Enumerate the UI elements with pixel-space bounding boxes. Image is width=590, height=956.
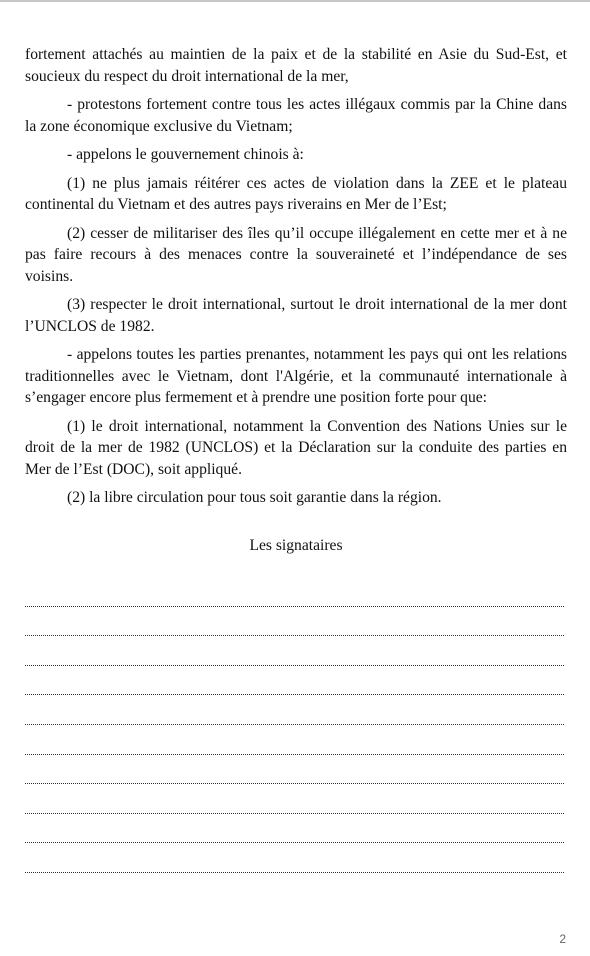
signature-line xyxy=(25,677,567,707)
document-page xyxy=(25,44,567,884)
signature-line xyxy=(25,766,567,796)
signature-line xyxy=(25,795,567,825)
paragraph-protest: - protestons fortement contre tous les actes illégaux commis par la Chine dans la zone économique exclusive du Vietnam; xyxy=(25,96,567,135)
signature-lines xyxy=(25,588,567,884)
signature-line xyxy=(25,854,567,884)
signature-line xyxy=(25,706,567,736)
signatories-heading: Les signataires xyxy=(249,536,343,554)
paragraph-demand-1: (1) ne plus jamais réitérer ces actes de violation dans la ZEE et le plateau continental du Vietnam et des autres pays riverains en Mer de l’Est; xyxy=(25,174,567,213)
signature-line xyxy=(25,618,567,648)
paragraph-call-all-parties: - appelons toutes les parties prenantes, notamment les pays qui ont les relations traditionnelles avec le Vietnam, dont l'Algérie, et la communauté internationale à s’engager encore plus fermement et à prendre une position forte pour que: xyxy=(25,346,567,406)
paragraph-request-2: (2) la libre circulation pour tous soit garantie dans la région. xyxy=(67,489,442,506)
paragraph-call-chinese-government: - appelons le gouvernement chinois à: xyxy=(67,146,304,163)
signature-line xyxy=(25,588,567,618)
paragraph-demand-3: (3) respecter le droit international, surtout le droit international de la mer dont l’UNCLOS de 1982. xyxy=(25,296,567,335)
paragraph-intro: fortement attachés au maintien de la paix et de la stabilité en Asie du Sud-Est, et soucieux du respect du droit international de la mer, xyxy=(25,46,567,85)
signature-line xyxy=(25,647,567,677)
signature-line xyxy=(25,825,567,855)
page-top-border xyxy=(0,0,590,2)
signature-line xyxy=(25,736,567,766)
paragraph-demand-2: (2) cesser de militariser des îles qu’il occupe illégalement en cette mer et à ne pas faire recours à des menaces contre la souveraineté et l’indépendance de ses voisins. xyxy=(25,224,567,285)
page-number: 2 xyxy=(559,932,566,946)
paragraph-request-1: (1) le droit international, notamment la Convention des Nations Unies sur le droit de la mer de 1982 (UNCLOS) et la Déclaration sur la conduite des parties en Mer de l’Est (DOC), soit appliqué. xyxy=(25,417,567,478)
document-body xyxy=(25,44,567,509)
